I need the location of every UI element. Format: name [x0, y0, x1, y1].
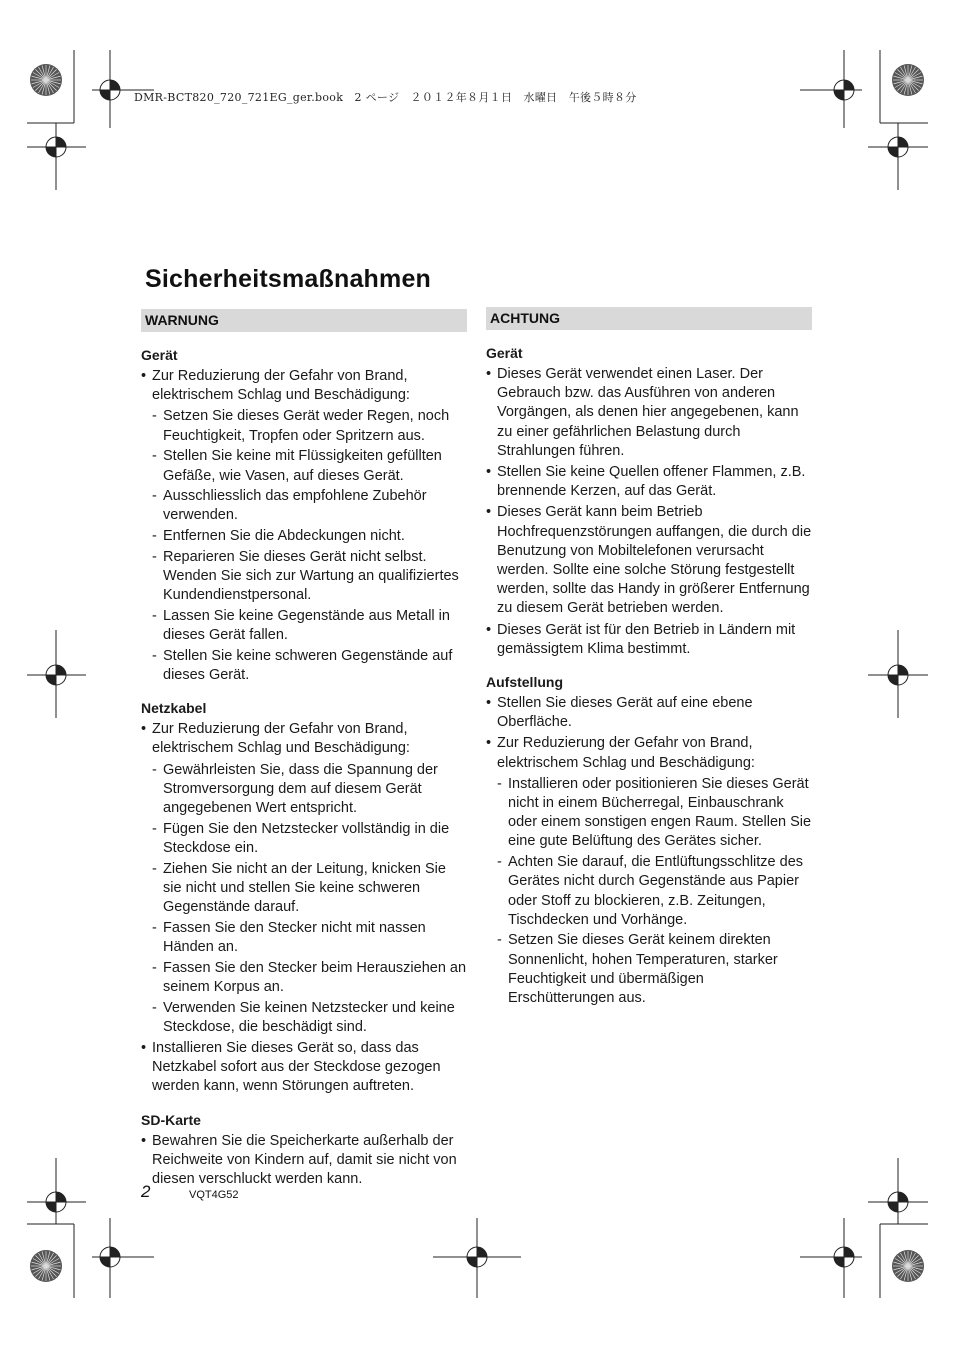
sub-list-item: - Reparieren Sie dieses Gerät nicht selbst. Wenden Sie sich zur Wartung an qualifiziertes Kundendienstpersonal.: [152, 548, 467, 606]
list-item: [486, 694, 812, 732]
sub-list-item: - Setzen Sie dieses Gerät weder Regen, noch Feuchtigkeit, Tropfen oder Spritzern aus.: [152, 407, 467, 445]
sub-list-item: - Achten Sie darauf, die Entlüftungsschlitze des Gerätes nicht durch Gegenstände aus Papier oder Stoff zu blockieren, z.B. Zeitungen, Tischdecken und Vorhänge.: [497, 853, 812, 930]
sub-list: [152, 407, 467, 685]
sub-list-item: - Gewährleisten Sie, dass die Spannung der Stromversorgung dem auf diesem Gerät angegebenen Wert entspricht.: [152, 761, 467, 819]
subheading-device: Gerät: [486, 345, 523, 361]
sub-list-item: - Fassen Sie den Stecker nicht mit nassen Händen an.: [152, 919, 467, 957]
list-item-text: • Zur Reduzierung der Gefahr von Brand, elektrischem Schlag und Beschädigung:: [497, 735, 755, 770]
warning-section-header: WARNUNG: [141, 309, 467, 332]
list-item: [141, 720, 467, 1037]
bullet-list: [141, 1132, 467, 1190]
sub-list-item: - Setzen Sie dieses Gerät keinem direkten Sonnenlicht, hohen Temperaturen, starker Feuchtigkeit und übermäßigen Erschütterungen aus.: [497, 931, 812, 1008]
bullet-list: [486, 365, 812, 659]
list-item: [141, 1039, 467, 1097]
subheading-installation: Aufstellung: [486, 674, 563, 691]
caution-section-header: ACHTUNG: [486, 307, 812, 330]
list-item-text: • Bewahren Sie die Speicherkarte außerhalb der Reichweite von Kindern auf, damit sie nicht von diesen verschluckt werden kann.: [152, 1133, 457, 1187]
list-item: [486, 734, 812, 1008]
caution-column: [486, 307, 812, 1010]
sub-list: [152, 761, 467, 1037]
sub-list-item: - Entfernen Sie die Abdeckungen nicht.: [152, 527, 467, 546]
subheading-device: Gerät: [141, 347, 178, 363]
sub-list-item: - Installieren oder positionieren Sie dieses Gerät nicht in einem Bücherregal, Einbauschrank oder einem sonstigen engen Raum. Stellen Sie eine gute Belüftung des Gerätes sicher.: [497, 775, 812, 852]
list-item: [486, 503, 812, 618]
sub-list-item: - Stellen Sie keine schweren Gegenstände auf dieses Gerät.: [152, 647, 467, 685]
sub-list-item: - Fassen Sie den Stecker beim Herausziehen an seinem Korpus an.: [152, 959, 467, 997]
page-title: Sicherheitsmaßnahmen: [145, 265, 432, 293]
bullet-list: [486, 694, 812, 1008]
subheading-power-cord: Netzkabel: [141, 700, 207, 717]
warning-column: [141, 309, 467, 1191]
print-header: DMR-BCT820_720_721EG_ger.book 2 ページ ２０１２年８月１日 水曜日 午後５時８分: [134, 91, 637, 104]
sub-list-item: - Ausschliesslich das empfohlene Zubehör verwenden.: [152, 487, 467, 525]
list-item-text: • Zur Reduzierung der Gefahr von Brand, elektrischem Schlag und Beschädigung:: [152, 721, 410, 756]
list-item: [141, 367, 467, 685]
subheading-sd-card: SD-Karte: [141, 1111, 201, 1128]
page-number: 2: [141, 1182, 151, 1201]
list-item: [141, 1132, 467, 1190]
list-item-text: • Stellen Sie keine Quellen offener Flammen, z.B. brennende Kerzen, auf das Gerät.: [497, 464, 805, 499]
list-item-text: • Dieses Gerät kann beim Betrieb Hochfrequenzstörungen auffangen, die durch die Benutzung von Mobiltelefonen verursacht werden. Sollte eine solche Störung festgestellt werden, sollte das Handy in größerer Entfernung zu diesem Gerät betrieben werden.: [497, 504, 811, 616]
list-item-text: • Dieses Gerät verwendet einen Laser. Der Gebrauch bzw. das Ausführen von anderen Vorgängen, als denen hier angegebenen, kann zu einer gefährlichen Belastung durch Strahlungen führen.: [497, 366, 799, 459]
list-item: [486, 463, 812, 501]
sub-list-item: - Fügen Sie den Netzstecker vollständig in die Steckdose ein.: [152, 820, 467, 858]
list-item-text: • Installieren Sie dieses Gerät so, dass das Netzkabel sofort aus der Steckdose gezogen werden kann, wenn Störungen auftreten.: [152, 1040, 441, 1094]
list-item-text: • Dieses Gerät ist für den Betrieb in Ländern mit gemässigtem Klima bestimmt.: [497, 622, 795, 657]
sub-list-item: - Lassen Sie keine Gegenstände aus Metall in dieses Gerät fallen.: [152, 607, 467, 645]
list-item-text: • Zur Reduzierung der Gefahr von Brand, elektrischem Schlag und Beschädigung:: [152, 368, 410, 403]
bullet-list: [141, 367, 467, 685]
sub-list-item: - Ziehen Sie nicht an der Leitung, knicken Sie sie nicht und stellen Sie keine schweren Gegenstände darauf.: [152, 860, 467, 918]
list-item-text: • Stellen Sie dieses Gerät auf eine ebene Oberfläche.: [497, 695, 753, 730]
sub-list-item: - Verwenden Sie keinen Netzstecker und keine Steckdose, die beschädigt sind.: [152, 999, 467, 1037]
sub-list: [497, 775, 812, 1008]
document-code: VQT4G52: [189, 1189, 239, 1201]
list-item: [486, 365, 812, 461]
sub-list-item: - Stellen Sie keine mit Flüssigkeiten gefüllten Gefäße, wie Vasen, auf dieses Gerät.: [152, 447, 467, 485]
list-item: [486, 621, 812, 659]
bullet-list: [141, 720, 467, 1096]
